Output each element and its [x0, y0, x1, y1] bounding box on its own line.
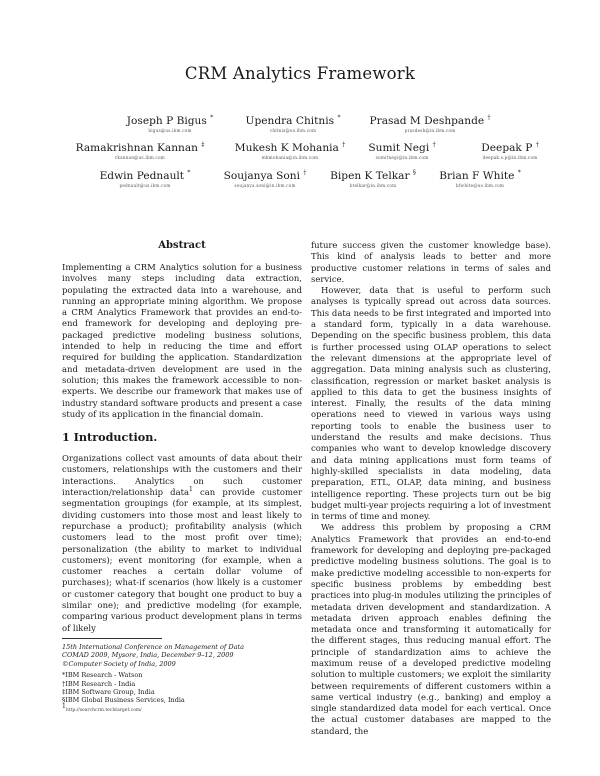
- author-email: rkannan@us.ibm.com: [115, 155, 165, 160]
- affiliation-mark: †: [342, 141, 346, 149]
- author-name: Joseph P Bigus: [126, 115, 207, 127]
- intro-text-part: can provide customer segmentation groupings (for example, at its simplest, dividing customers into those most and least likely to repurchase a product); profitability analysis (which customers lead to the most profit over time); personalization (the ability to market to individual customers); event monitoring (for example, when a customer reaches a certain dollar volume of purchases); what-if scenarios (how likely is a customer or customer category that bought one product to buy a similar one); and predictive modeling (for example, comparing various product development plans in terms of likely: [62, 487, 302, 633]
- footnotes: [62, 643, 302, 715]
- footnote-affiliation: *IBM Research - Watson: [62, 671, 143, 680]
- affiliation-mark: †: [487, 114, 491, 122]
- author-deshpande: [345, 115, 515, 133]
- affiliation-mark: *: [187, 169, 191, 177]
- author-name: Sumit Negi: [368, 142, 430, 154]
- paragraph: However, data that is useful to perform such analyses is typically spread out across data sources. This data needs to be first integrated and imported into a standard form, typically in a data warehouse. Depending on the specific business problem, this data is further processed using OLAP operations to select the relevant dimensions at the appropriate level of aggregation. Data mining analysis such as clustering, classification, regression or market basket analysis is applied to this data to get the business insights of interest. Finally, the results of the data mining operations need to viewed in various ways using reporting tools to enable the business user to understand the results and make decisions. Thus companies who want to develop knowledge discovery and data mining applications must form teams of highly-skilled specialists in data modeling, data preparation, ETL, OLAP, data mining, and business intelligence reporting. These projects turn out be big budget multi-year projects requiring a lot of investment in terms of time and money.: [311, 285, 551, 522]
- copyright-line: ©Computer Society of India, 2009: [62, 659, 176, 668]
- author-email: deepak.s.p@in.ibm.com: [482, 155, 538, 160]
- paragraph: future success given the customer knowledge base). This kind of analysis leads to better and more productive customer relations in terms of sales and service.: [311, 240, 551, 284]
- conference-line: 15th International Conference on Management of Data: [62, 642, 244, 651]
- author-name: Soujanya Soni: [223, 170, 301, 182]
- author-bigus: [105, 115, 235, 133]
- author-email: chitnis@us.ibm.com: [269, 128, 317, 133]
- affiliation-mark: *: [210, 114, 214, 122]
- right-column: [311, 240, 551, 737]
- intro-text-part: Organizations collect vast amounts of data about their customers, relationships with the customers and their interactions. Analytics on such customer interaction/relationship data: [62, 453, 302, 498]
- author-negi: [352, 142, 452, 160]
- author-email: bfwhite@us.ibm.com: [455, 183, 505, 188]
- author-email: bigus@us.ibm.com: [148, 128, 192, 133]
- footnote-affiliation: †IBM Research - India: [62, 679, 136, 688]
- footnote-marker: 1: [189, 486, 193, 494]
- affiliation-mark: †: [303, 169, 307, 177]
- affiliation-mark: †: [535, 141, 539, 149]
- author-name: Bipen K Telkar: [330, 170, 410, 182]
- author-white: [412, 169, 545, 188]
- author-name: Upendra Chitnis: [245, 115, 335, 127]
- affiliation-mark: †: [432, 141, 436, 149]
- affiliation-mark: *: [517, 169, 521, 177]
- paper-title: CRM Analytics Framework: [184, 64, 416, 83]
- abstract-text: Implementing a CRM Analytics solution for a business involves many steps including data extraction, populating the extracted data into a warehouse, and running an appropriate mining algorithm. We propose a CRM Analytics Framework that provides an end-to-end framework for developing and deploying pre-packaged predictive modeling business solutions, intended to help in reducing the time and effort required for building the application. Standardization and metadata-driven development are used in the solution; this makes the framework accessible to non-experts. We describe our framework that makes use of industry standard software products and present a case study of its application in the financial domain.: [62, 262, 302, 419]
- author-name: Deepak P: [481, 142, 533, 154]
- author-email: btelkar@in.ibm.com: [349, 183, 397, 188]
- abstract-heading: Abstract: [158, 240, 206, 251]
- author-name: Ramakrishnan Kannan: [75, 142, 198, 154]
- author-name: Edwin Pednault: [99, 170, 185, 182]
- section-heading-introduction: 1 Introduction.: [62, 430, 158, 445]
- footnote-marker: 1: [62, 702, 66, 710]
- author-name: Prasad M Deshpande: [369, 115, 485, 127]
- author-email: mkmohania@in.ibm.com: [261, 155, 319, 160]
- author-deepak: [455, 142, 565, 160]
- footnote-divider: [62, 638, 162, 639]
- left-column: [62, 240, 302, 715]
- footnote-url-line: [62, 702, 302, 715]
- affiliation-mark: ‡: [201, 141, 205, 149]
- conference-line: COMAD 2009, Mysore, India, December 9–12, 2009: [62, 651, 234, 660]
- author-name: Brian F White: [439, 170, 515, 182]
- author-pednault: [80, 170, 210, 188]
- author-email: pednault@us.ibm.com: [119, 183, 171, 188]
- author-email: sumitnegi@in.ibm.com: [375, 155, 429, 160]
- footnote-url: http://searchcrm.techtarget.com/: [65, 707, 142, 713]
- affiliation-mark: §: [412, 169, 416, 177]
- author-name: Mukesh K Mohania: [234, 142, 339, 154]
- paragraph: We address this problem by proposing a CRM Analytics Framework that provides an end-to-end framework for developing and deploying pre-packaged predictive modeling business solutions. The goal is to make predictive modeling accessible to non-experts for specific business problems by embedding best practices into plug-in modules utilizing the principles of metadata driven development and standardization. A metadata driven approach enables defining the metadata once and transforming it automatically for the different stages, thus reducing manual effort. The principle of standardization aims to achieve the maximum reuse of a developed predictive modeling solution to multiple customers; we exploit the similarity between requirements of different customers within a same vertical industry (e.g., banking) and employ a single standardized data model for each vertical. Once the actual customer databases are mapped to the standard, the: [311, 522, 551, 736]
- intro-paragraph: [62, 453, 302, 634]
- author-email: soujanya.soni@in.ibm.com: [234, 183, 296, 188]
- author-mohania: [215, 142, 365, 160]
- affiliation-mark: *: [337, 114, 341, 122]
- footnote-affiliation: §IBM Global Business Services, India: [62, 696, 185, 705]
- author-chitnis: [228, 115, 358, 133]
- author-kannan: [60, 142, 220, 160]
- footnote-affiliation: ‡IBM Software Group, India: [62, 687, 155, 696]
- author-email: prasdesh@in.ibm.com: [404, 128, 456, 133]
